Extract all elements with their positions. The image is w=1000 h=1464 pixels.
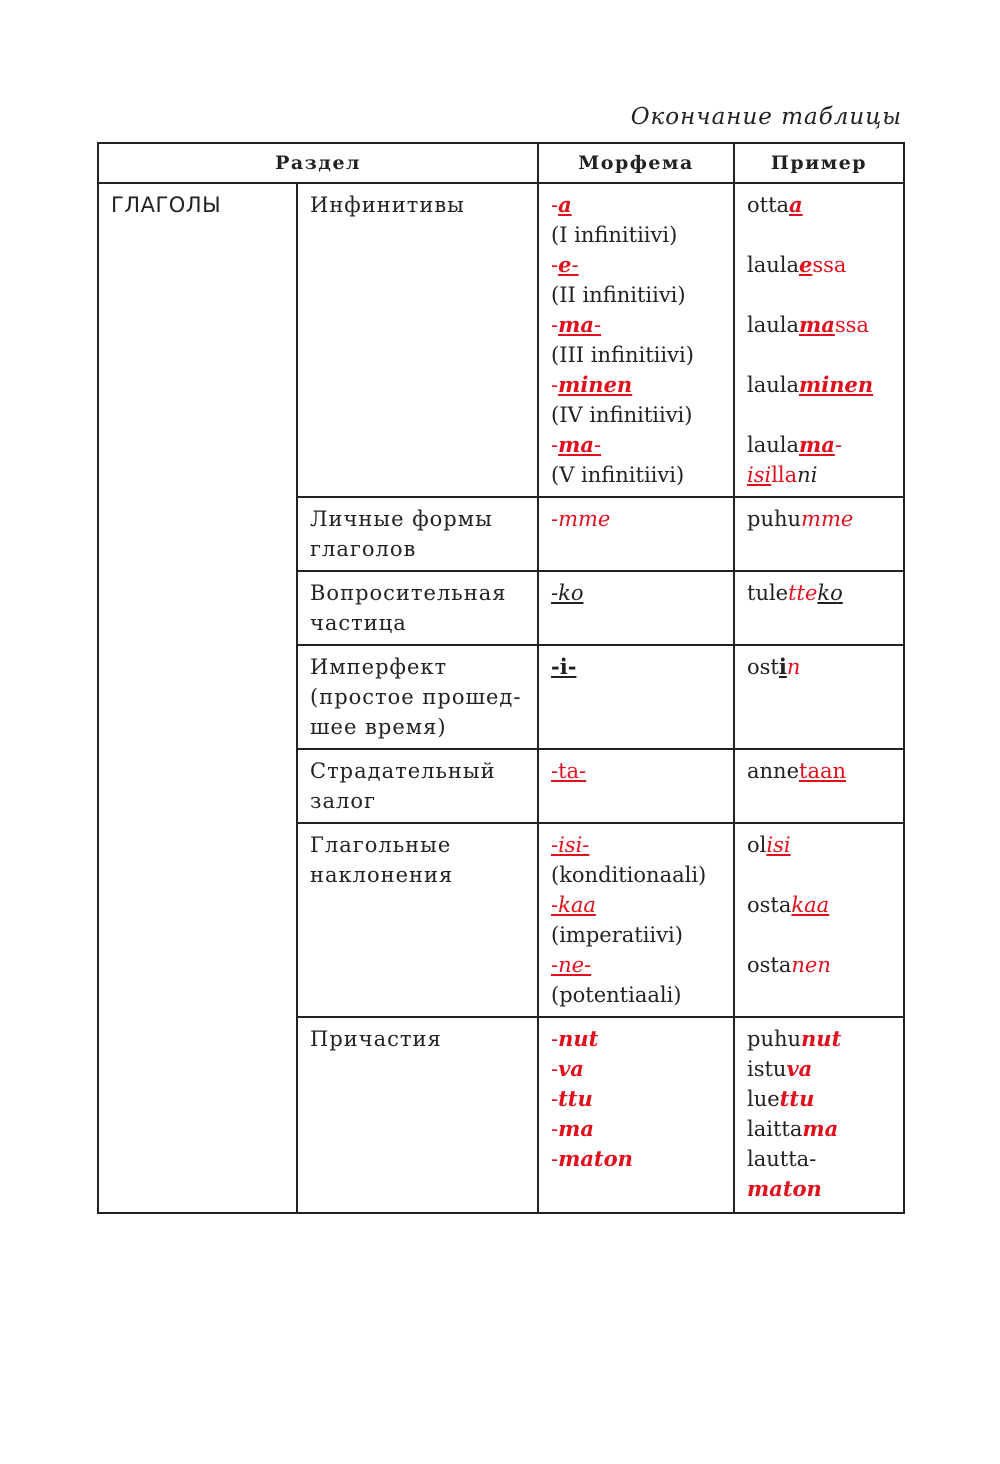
morpheme-core: -mme xyxy=(551,507,611,531)
section-cell xyxy=(297,823,538,1017)
section-name: Инфинитивы xyxy=(310,193,465,217)
section-name: наклонения xyxy=(310,863,454,887)
example-mark: maton xyxy=(747,1176,822,1201)
example-mark: ma xyxy=(799,432,835,457)
table-caption: Окончание таблицы xyxy=(630,104,902,130)
morpheme-core: -ta- xyxy=(551,759,587,783)
header-example: Пример xyxy=(734,143,904,183)
morpheme-cell xyxy=(538,645,734,749)
morpheme-cell xyxy=(538,497,734,571)
section-name: Причастия xyxy=(310,1027,442,1051)
example-stem: osta xyxy=(747,953,792,977)
example-mark: ma xyxy=(799,312,835,337)
header-row xyxy=(98,143,904,183)
morpheme-core: -isi- xyxy=(551,833,590,857)
morpheme-prefix: - xyxy=(551,373,559,397)
morpheme-prefix: - xyxy=(551,433,559,457)
morpheme-prefix: - xyxy=(551,313,559,337)
example-stem: anne xyxy=(747,759,799,783)
example-stem: lue xyxy=(747,1087,780,1111)
morpheme-core: -i- xyxy=(551,654,577,679)
morpheme-note: (III infinitiivi) xyxy=(551,343,694,367)
example-mark: isi xyxy=(747,463,772,487)
example-stem: tule xyxy=(747,581,789,605)
example-rest: ssa xyxy=(834,313,869,337)
morpheme-note: (potentiaali) xyxy=(551,983,682,1007)
morpheme-core: ma xyxy=(558,312,594,337)
example-stem: ol xyxy=(747,833,767,857)
example-stem: ost xyxy=(747,655,779,679)
example-stem: istu xyxy=(747,1057,787,1081)
example-rest: lla xyxy=(771,463,798,487)
morpheme-note: (I infinitiivi) xyxy=(551,223,678,247)
header-section: Раздел xyxy=(98,143,538,183)
section-name: шее время) xyxy=(310,715,447,739)
example-cell xyxy=(734,497,904,571)
morpheme-core: va xyxy=(558,1056,584,1081)
example-mark: nen xyxy=(791,953,831,977)
example-mark: nut xyxy=(801,1026,842,1051)
section-cell xyxy=(297,645,538,749)
morpheme-cell: -nut -va -ttu -ma -maton xyxy=(538,1017,734,1213)
header-morpheme: Морфема xyxy=(538,143,734,183)
table-row xyxy=(98,183,904,497)
morpheme-note: (II infinitiivi) xyxy=(551,283,686,307)
morpheme-suffix: - xyxy=(593,433,602,457)
section-name: Глагольные xyxy=(310,833,452,857)
example-stem: laula xyxy=(747,253,799,277)
example-mid: tte xyxy=(788,581,818,605)
section-name: Личные формы xyxy=(310,507,493,531)
morpheme-core: a xyxy=(558,192,572,217)
morpheme-core: -ko xyxy=(551,581,584,605)
example-cell xyxy=(734,749,904,823)
morpheme-core: e xyxy=(558,252,572,277)
example-mark: e xyxy=(799,252,813,277)
morpheme-cell xyxy=(538,749,734,823)
morpheme-note: (imperatiivi) xyxy=(551,923,683,947)
morpheme-core: ttu xyxy=(558,1086,593,1111)
section-cell xyxy=(297,497,538,571)
section-name: частица xyxy=(310,611,407,635)
example-stem: lautta- xyxy=(747,1147,817,1171)
morpheme-core: -kaa xyxy=(551,893,596,917)
section-name: глаголов xyxy=(310,537,417,561)
example-cell xyxy=(734,645,904,749)
category-cell: ГЛАГОЛЫ xyxy=(98,183,297,1213)
example-stem: puhu xyxy=(747,1027,802,1051)
example-mark: kaa xyxy=(791,893,830,917)
example-rest: ssa xyxy=(812,253,847,277)
example-stem: laula xyxy=(747,433,799,457)
morpheme-cell xyxy=(538,571,734,645)
example-stem: laula xyxy=(747,373,799,397)
morpheme-core: ma xyxy=(558,432,594,457)
example-cell xyxy=(734,823,904,1017)
morpheme-core: minen xyxy=(558,372,633,397)
morpheme-note: (V infinitiivi) xyxy=(551,463,685,487)
example-rest: - xyxy=(834,433,842,457)
morpheme-cell xyxy=(538,823,734,1017)
example-stem: osta xyxy=(747,893,792,917)
morpheme-note: (konditionaali) xyxy=(551,863,707,887)
section-cell xyxy=(297,749,538,823)
example-stem: laula xyxy=(747,313,799,337)
section-name: залог xyxy=(310,789,376,813)
example-mark: taan xyxy=(799,759,847,783)
example-mark: va xyxy=(786,1056,813,1081)
section-name: Страдательный xyxy=(310,759,496,783)
example-mark: a xyxy=(789,192,803,217)
section-name: Вопросительная xyxy=(310,581,507,605)
section-name: Имперфект xyxy=(310,655,448,679)
example-rest: ni xyxy=(797,463,818,487)
section-cell xyxy=(297,183,538,497)
morpheme-note: (IV infinitiivi) xyxy=(551,403,693,427)
example-cell xyxy=(734,1017,904,1213)
morpheme-suffix: - xyxy=(593,313,602,337)
morpheme-prefix: - xyxy=(551,253,559,277)
example-mark: mme xyxy=(801,507,854,531)
example-mark: ma xyxy=(802,1116,839,1141)
example-mark: isi xyxy=(766,833,791,857)
example-mark: ttu xyxy=(779,1086,815,1111)
morpheme-prefix: - xyxy=(551,193,559,217)
morpheme-core: nut xyxy=(558,1026,599,1051)
section-cell xyxy=(297,1017,538,1213)
example-mark: minen xyxy=(799,372,874,397)
section-cell xyxy=(297,571,538,645)
example-cell xyxy=(734,183,904,497)
example-stem: otta xyxy=(747,193,790,217)
morpheme-suffix: - xyxy=(571,253,579,277)
example-cell xyxy=(734,571,904,645)
example-stem: laitta xyxy=(747,1117,803,1141)
section-name: (простое прошед- xyxy=(310,685,522,709)
morpheme-core: -ne- xyxy=(551,953,592,977)
morpheme-core: maton xyxy=(558,1146,633,1171)
morpheme-cell xyxy=(538,183,734,497)
example-mid: i xyxy=(778,654,787,679)
example-stem: puhu xyxy=(747,507,802,531)
example-mark: ko xyxy=(817,581,843,605)
morpheme-table xyxy=(97,142,905,1214)
example-mark: n xyxy=(786,655,801,679)
morpheme-core: ma xyxy=(558,1116,594,1141)
